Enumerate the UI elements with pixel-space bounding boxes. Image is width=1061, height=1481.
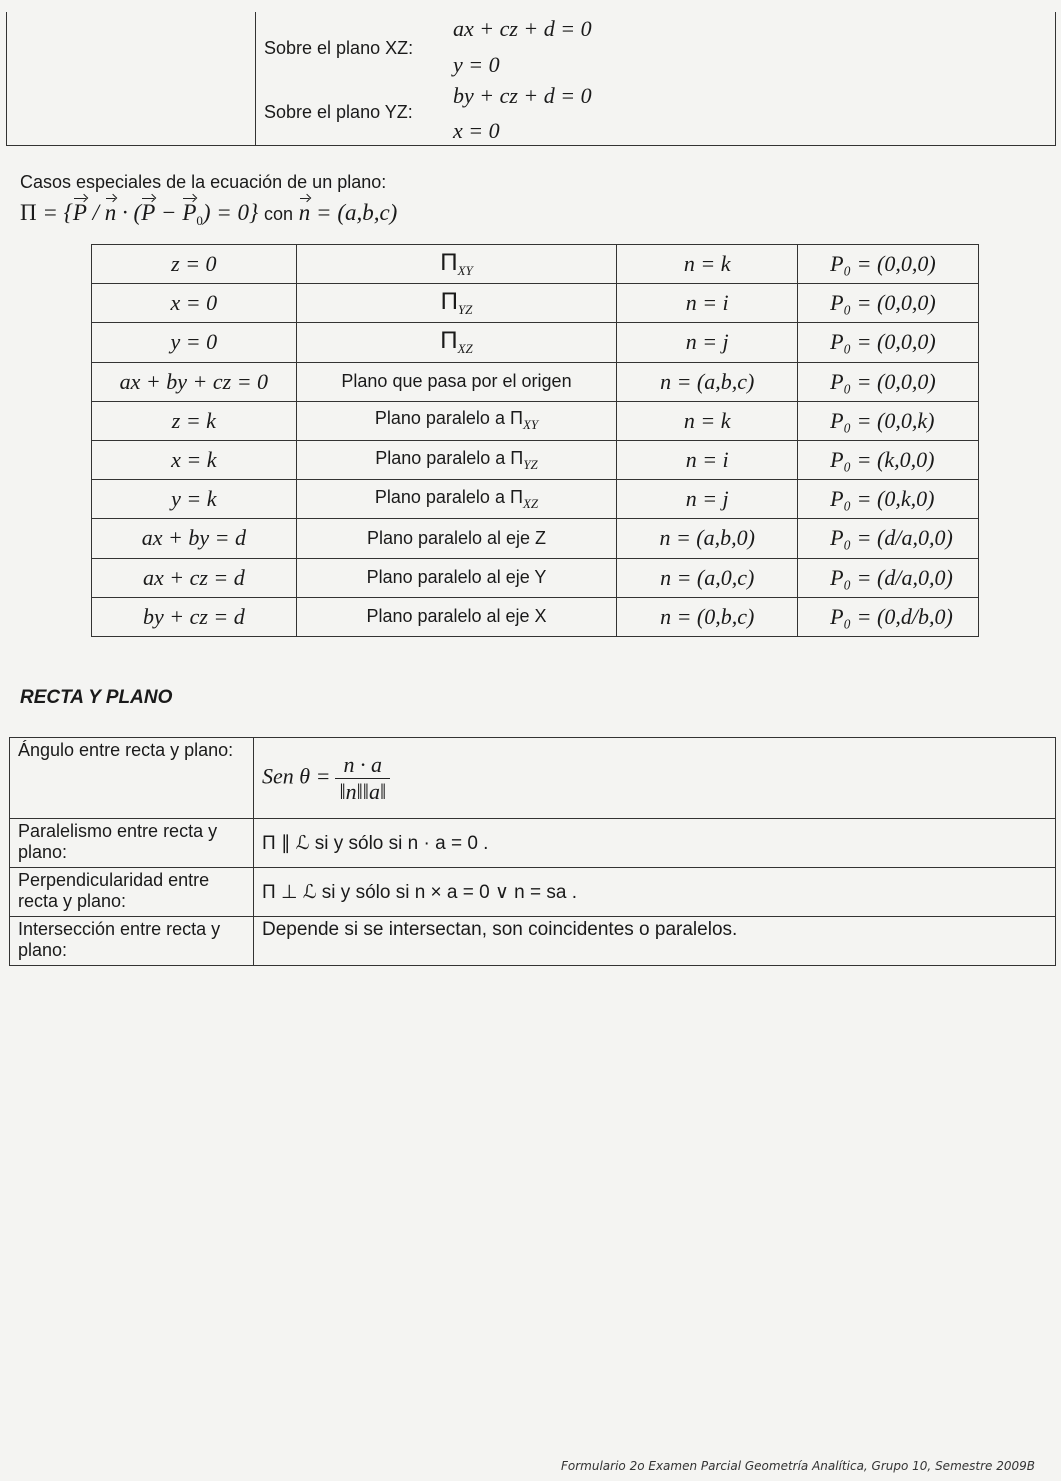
normal-vector-cell-text: n = i [685, 447, 729, 473]
top-table [6, 12, 1056, 146]
column-divider [255, 12, 256, 145]
table-row [92, 284, 979, 323]
row-label: Ángulo entre recta y plano: [10, 738, 254, 819]
normal-vector-cell [617, 362, 798, 401]
fraction-denominator: ‖n‖‖a‖ [339, 778, 387, 804]
point-cell [798, 597, 979, 636]
point-cell-text: P₀ = (0,d/b,0) [830, 603, 953, 629]
normal-vector-cell-text: n = (0,b,c) [660, 603, 755, 629]
page-footer: Formulario 2o Examen Parcial Geometría Analítica, Grupo 10, Semestre 2009B [561, 1459, 1035, 1473]
plane-cell [296, 519, 617, 558]
equation-cell-text: y = k [171, 486, 217, 512]
plane-cell-text: Π [440, 327, 458, 355]
equation-cell-text: ax + by = d [141, 525, 246, 551]
point-cell [798, 440, 979, 479]
equation-cell-text: z = 0 [171, 251, 217, 277]
fraction-numerator: n · a [335, 752, 390, 779]
equation-cell [92, 440, 297, 479]
equation-cell [92, 362, 297, 401]
equation-cell [92, 323, 297, 362]
intersection-description: Depende si se intersectan, son coincidentes o paralelos. [254, 917, 1056, 966]
normal-vector-cell-text: n = i [685, 290, 729, 316]
equation-cell-text: y = 0 [170, 329, 218, 355]
plane-cell [296, 597, 617, 636]
plane-cell [296, 401, 617, 440]
table-row [92, 401, 979, 440]
equation-cell [92, 480, 297, 519]
equation-cell-text: ax + cz = d [142, 564, 245, 590]
yz-equation-2: x = 0 [453, 118, 500, 143]
angle-formula [254, 738, 1056, 819]
normal-vector-cell-text: n = j [685, 329, 729, 355]
plane-cell-text: Plano que pasa por el origen [341, 371, 572, 392]
table-row [10, 819, 1056, 868]
plane-cell-text: Plano paralelo a Π [374, 408, 523, 429]
point-cell-text: P₀ = (0,0,0) [830, 329, 936, 355]
equation-cell [92, 597, 297, 636]
normal-vector-cell [617, 401, 798, 440]
xz-plane-label: Sobre el plano XZ: [264, 38, 414, 58]
table-row [92, 558, 979, 597]
angle-fraction [335, 752, 390, 805]
equation-cell [92, 401, 297, 440]
plane-cell-text: Plano paralelo a Π [374, 486, 523, 507]
normal-vector-cell-text: n = (a,0,c) [660, 564, 755, 590]
table-row [92, 480, 979, 519]
special-cases-heading: Casos especiales de la ecuación de un plano: [20, 172, 387, 192]
plane-cell [296, 480, 617, 519]
table-row [92, 245, 979, 284]
equation-cell [92, 284, 297, 323]
line-plane-heading: RECTA Y PLANO [20, 687, 173, 708]
row-label: Intersección entre recta y plano: [10, 917, 254, 966]
normal-vector-cell-text: n = j [685, 486, 729, 512]
plane-cell [296, 362, 617, 401]
normal-vector-cell [617, 245, 798, 284]
equation-cell-text: z = k [171, 407, 216, 433]
table-row [92, 323, 979, 362]
point-cell [798, 558, 979, 597]
equation-cell-text: x = k [171, 447, 217, 473]
plane-cell-text: Plano paralelo al eje X [366, 606, 547, 627]
row-label: Perpendicularidad entre recta y plano: [10, 868, 254, 917]
plane-cell [296, 440, 617, 479]
point-cell-text: P₀ = (0,0,0) [830, 368, 936, 394]
point-cell [798, 284, 979, 323]
equation-cell [92, 519, 297, 558]
point-cell-text: P₀ = (0,k,0) [830, 486, 935, 512]
normal-vector-cell [617, 519, 798, 558]
angle-prefix: Sen θ = [262, 762, 331, 788]
normal-vector-cell-text: n = (a,b,0) [659, 525, 755, 551]
point-cell [798, 362, 979, 401]
table-row [92, 597, 979, 636]
normal-vector-cell-text: n = k [683, 251, 731, 277]
normal-vector-cell [617, 597, 798, 636]
plane-cell-text: Plano paralelo a Π [375, 447, 524, 468]
point-cell [798, 519, 979, 558]
normal-vector-cell-text: n = k [683, 407, 731, 433]
point-cell-text: P₀ = (k,0,0) [830, 447, 935, 473]
point-cell [798, 401, 979, 440]
equation-cell [92, 245, 297, 284]
plane-subscript: YZ [457, 302, 473, 318]
normal-vector-cell-text: n = (a,b,c) [660, 368, 755, 394]
table-row [92, 519, 979, 558]
plane-cell [296, 323, 617, 362]
line-plane-table [9, 737, 1056, 966]
xz-equation-2: y = 0 [453, 52, 500, 77]
normal-vector-cell [617, 480, 798, 519]
definition-con-word: con [264, 204, 294, 224]
plane-cell [296, 558, 617, 597]
point-cell [798, 323, 979, 362]
normal-vector-cell [617, 284, 798, 323]
point-cell-text: P₀ = (d/a,0,0) [830, 564, 953, 590]
plane-cell-text: Π [440, 288, 458, 316]
plane-cell-text: Π [440, 249, 458, 277]
plane-cell [296, 284, 617, 323]
point-cell [798, 480, 979, 519]
normal-vector-cell [617, 323, 798, 362]
plane-subscript: XY [457, 263, 473, 279]
table-row [10, 917, 1056, 966]
table-row [10, 868, 1056, 917]
point-cell [798, 245, 979, 284]
row-label: Paralelismo entre recta y plano: [10, 819, 254, 868]
perpendicular-condition: Π ⊥ ℒ si y sólo si n × a = 0 ∨ n = sa . [254, 868, 1056, 917]
plane-cell-text: Plano paralelo al eje Y [366, 567, 547, 588]
point-cell-text: P₀ = (d/a,0,0) [830, 525, 953, 551]
equation-cell-text: by + cz = d [142, 603, 245, 629]
equation-cell-text: ax + by + cz = 0 [119, 368, 269, 394]
plane-cell-text: Plano paralelo al eje Z [366, 527, 547, 548]
parallel-condition: Π ∥ ℒ si y sólo si n · a = 0 . [254, 819, 1056, 868]
yz-equation-1: by + cz + d = 0 [453, 83, 592, 108]
table-row [92, 440, 979, 479]
yz-plane-label: Sobre el plano YZ: [264, 102, 413, 122]
plane-definition: $\Pi = \{P / n \cdot (P - P_0) = 0\}$ con n = (a,b,c) [20, 200, 398, 228]
equation-cell-text: x = 0 [170, 290, 218, 316]
plane-subscript: XZ [522, 495, 539, 511]
point-cell-text: P₀ = (0,0,0) [830, 251, 936, 277]
table-row [92, 362, 979, 401]
point-cell-text: P₀ = (0,0,0) [830, 290, 936, 316]
plane-subscript: YZ [523, 456, 538, 472]
table-row [10, 738, 1056, 819]
normal-vector-cell [617, 440, 798, 479]
plane-subscript: XZ [457, 341, 473, 357]
point-cell-text: P₀ = (0,0,k) [830, 407, 935, 433]
plane-cell [296, 245, 617, 284]
special-cases-table [91, 244, 979, 637]
equation-cell [92, 558, 297, 597]
plane-subscript: XY [522, 417, 539, 433]
xz-equation-1: ax + cz + d = 0 [453, 16, 592, 41]
normal-vector-cell [617, 558, 798, 597]
